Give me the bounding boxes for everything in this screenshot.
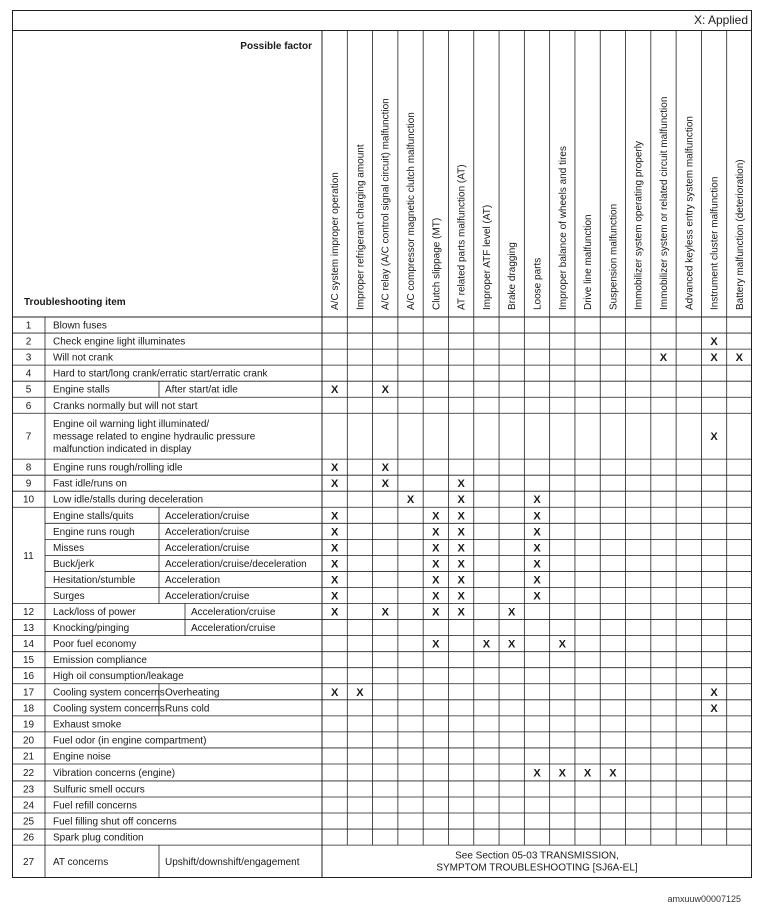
troubleshooting-item: Lack/loss of power	[53, 607, 136, 619]
factor-header: Improper refrigerant charging amount	[355, 144, 367, 310]
troubleshooting-item: Engine runs rough/rolling idle	[53, 462, 183, 474]
row-number: 24	[22, 800, 35, 812]
applied-mark: X	[432, 542, 440, 555]
row-number: 25	[22, 816, 35, 828]
troubleshooting-item: Will not crank	[53, 352, 114, 364]
applied-mark: X	[710, 352, 718, 365]
applied-mark: X	[710, 431, 718, 444]
factor-header: Improper ATF level (AT)	[481, 204, 493, 310]
applied-mark: X	[508, 638, 516, 651]
troubleshooting-item: message related to engine hydraulic pressure	[53, 431, 256, 443]
row-number: 27	[22, 857, 35, 869]
row-number: 26	[22, 832, 35, 844]
applied-mark: X	[533, 494, 541, 507]
troubleshooting-grid	[12, 30, 752, 878]
row-number: 7	[25, 431, 32, 443]
troubleshooting-item: Buck/jerk	[53, 558, 95, 570]
applied-mark: X	[558, 767, 566, 780]
row-number: 8	[25, 462, 32, 474]
troubleshooting-item: Engine noise	[53, 751, 111, 763]
applied-mark: X	[533, 526, 541, 539]
row-number: 22	[22, 767, 35, 779]
row-number: 21	[22, 751, 35, 763]
applied-mark: X	[533, 590, 541, 603]
factor-header: A/C relay (A/C control signal circuit) malfunction	[380, 98, 392, 310]
row-number: 1	[25, 320, 32, 332]
factor-header: Battery malfunction (deterioration)	[734, 159, 746, 310]
factor-header: Instrument cluster malfunction	[709, 176, 721, 310]
troubleshooting-item: Blown fuses	[53, 320, 107, 332]
row-number: 16	[22, 671, 35, 683]
factor-header: Improper balance of wheels and tires	[557, 146, 569, 310]
applied-mark: X	[457, 606, 465, 619]
operating-condition: Acceleration/cruise	[191, 623, 276, 635]
operating-condition: After start/at idle	[165, 384, 238, 396]
troubleshooting-item: Spark plug condition	[53, 832, 144, 844]
factor-header: Immobilizer system or related circuit malfunction	[658, 96, 670, 310]
see-section-note: See Section 05-03 TRANSMISSION,	[455, 850, 619, 862]
applied-mark: X	[609, 767, 617, 780]
troubleshooting-item: Misses	[53, 542, 85, 554]
applied-mark: X	[381, 384, 389, 397]
operating-condition: Acceleration/cruise	[165, 591, 250, 603]
applied-mark: X	[330, 384, 339, 397]
applied-mark: X	[432, 606, 440, 619]
row-number: 23	[22, 784, 35, 796]
document-code: amxuuw00007125	[667, 894, 741, 904]
troubleshooting-item: malfunction indicated in display	[53, 444, 192, 456]
applied-mark: X	[432, 638, 440, 651]
troubleshooting-item: Surges	[53, 591, 85, 603]
applied-mark: X	[330, 558, 339, 571]
applied-mark: X	[330, 590, 339, 603]
troubleshooting-item: Engine stalls/quits	[53, 510, 134, 522]
troubleshooting-item: Poor fuel economy	[53, 639, 137, 651]
applied-mark: X	[735, 352, 744, 365]
row-number: 5	[25, 384, 32, 396]
applied-mark: X	[381, 462, 389, 475]
applied-mark: X	[432, 558, 440, 571]
operating-condition: Acceleration	[165, 574, 221, 586]
applied-mark: X	[533, 767, 541, 780]
applied-mark: X	[533, 542, 541, 555]
applied-mark: X	[583, 767, 592, 780]
applied-mark: X	[432, 574, 440, 587]
operating-condition: Upshift/downshift/engagement	[165, 857, 300, 869]
factor-header: A/C compressor magnetic clutch malfunction	[406, 112, 418, 310]
applied-mark: X	[710, 686, 718, 699]
row-number: 10	[22, 494, 35, 506]
troubleshooting-item: Knocking/pinging	[53, 623, 130, 635]
troubleshooting-table	[12, 30, 752, 878]
applied-mark: X	[330, 574, 339, 587]
operating-condition: Acceleration/cruise	[165, 526, 250, 538]
applied-mark: X	[330, 686, 339, 699]
row-number: 19	[22, 719, 35, 731]
troubleshooting-item: Cooling system concerns	[53, 703, 165, 715]
applied-mark: X	[330, 510, 339, 523]
applied-mark: X	[457, 494, 465, 507]
row-number: 15	[22, 655, 35, 667]
applied-mark: X	[330, 542, 339, 555]
applied-mark: X	[533, 558, 541, 571]
row-number: 12	[22, 607, 35, 619]
troubleshooting-item: Engine runs rough	[53, 526, 135, 538]
applied-mark: X	[432, 526, 440, 539]
row-number: 3	[25, 352, 32, 364]
troubleshooting-item-label: Troubleshooting item	[24, 297, 126, 308]
troubleshooting-item: Check engine light illuminates	[53, 336, 186, 348]
operating-condition: Acceleration/cruise	[165, 542, 250, 554]
troubleshooting-item: Hard to start/long crank/erratic start/erratic crank	[53, 368, 268, 380]
row-number: 6	[25, 400, 32, 412]
factor-header: Suspension malfunction	[608, 203, 620, 310]
factor-header: Brake dragging	[507, 242, 519, 310]
troubleshooting-item: High oil consumption/leakage	[53, 671, 184, 683]
applied-mark: X	[533, 574, 541, 587]
factor-header: Advanced keyless entry system malfunction	[684, 116, 696, 310]
applied-mark: X	[508, 606, 516, 619]
applied-mark: X	[558, 638, 566, 651]
applied-mark: X	[533, 510, 541, 523]
possible-factor-label: Possible factor	[240, 41, 312, 52]
row-number: 14	[22, 639, 35, 651]
operating-condition: Acceleration/cruise	[165, 510, 250, 522]
applied-mark: X	[381, 478, 389, 491]
troubleshooting-item: Cooling system concerns	[53, 687, 165, 699]
troubleshooting-item: AT concerns	[53, 857, 109, 869]
troubleshooting-item: Exhaust smoke	[53, 719, 122, 731]
applied-legend: X: Applied	[12, 10, 752, 30]
row-number: 11	[23, 550, 34, 562]
applied-mark: X	[710, 702, 718, 715]
applied-mark: X	[330, 462, 339, 475]
applied-mark: X	[457, 590, 465, 603]
operating-condition: Runs cold	[165, 703, 210, 715]
see-section-note: SYMPTOM TROUBLESHOOTING [SJ6A-EL]	[436, 862, 638, 874]
troubleshooting-item: Hesitation/stumble	[53, 574, 136, 586]
row-number: 17	[22, 687, 35, 699]
factor-header: AT related parts malfunction (AT)	[456, 164, 468, 310]
troubleshooting-item: Fuel filling shut off concerns	[53, 816, 177, 828]
row-number: 13	[22, 623, 35, 635]
applied-mark: X	[406, 494, 415, 507]
applied-mark: X	[330, 478, 339, 491]
applied-mark: X	[457, 478, 465, 491]
troubleshooting-item: Fuel refill concerns	[53, 800, 137, 812]
applied-mark: X	[381, 606, 389, 619]
row-number: 4	[25, 368, 32, 380]
applied-mark: X	[457, 510, 465, 523]
troubleshooting-item: Emission compliance	[53, 655, 147, 667]
troubleshooting-item: Sulfuric smell occurs	[53, 784, 145, 796]
row-number: 18	[22, 703, 35, 715]
factor-header: Clutch slippage (MT)	[431, 217, 443, 310]
applied-mark: X	[330, 606, 339, 619]
row-number: 9	[25, 478, 32, 490]
applied-mark: X	[330, 526, 339, 539]
operating-condition: Overheating	[165, 687, 220, 699]
row-number: 2	[25, 336, 32, 348]
applied-mark: X	[457, 526, 465, 539]
applied-mark: X	[457, 574, 465, 587]
operating-condition: Acceleration/cruise	[191, 607, 276, 619]
factor-header: A/C system improper operation	[330, 172, 342, 310]
factor-header: Immobilizer system operating properly	[633, 141, 645, 310]
applied-mark: X	[482, 638, 491, 651]
troubleshooting-item: Engine oil warning light illuminated/	[53, 419, 210, 431]
applied-mark: X	[356, 686, 364, 699]
troubleshooting-item: Cranks normally but will not start	[53, 400, 198, 412]
troubleshooting-item: Low idle/stalls during deceleration	[53, 494, 204, 506]
factor-header: Drive line malfunction	[583, 214, 595, 310]
troubleshooting-item: Fast idle/runs on	[53, 478, 127, 490]
row-number: 20	[22, 735, 35, 747]
applied-mark: X	[457, 542, 465, 555]
factor-header: Loose parts	[532, 257, 544, 310]
applied-mark: X	[659, 352, 668, 365]
applied-mark: X	[457, 558, 465, 571]
operating-condition: Acceleration/cruise/deceleration	[165, 558, 307, 570]
applied-mark: X	[432, 510, 440, 523]
troubleshooting-item: Engine stalls	[53, 384, 110, 396]
applied-mark: X	[432, 590, 440, 603]
applied-mark: X	[710, 336, 718, 349]
troubleshooting-item: Vibration concerns (engine)	[53, 767, 176, 779]
troubleshooting-item: Fuel odor (in engine compartment)	[53, 735, 207, 747]
